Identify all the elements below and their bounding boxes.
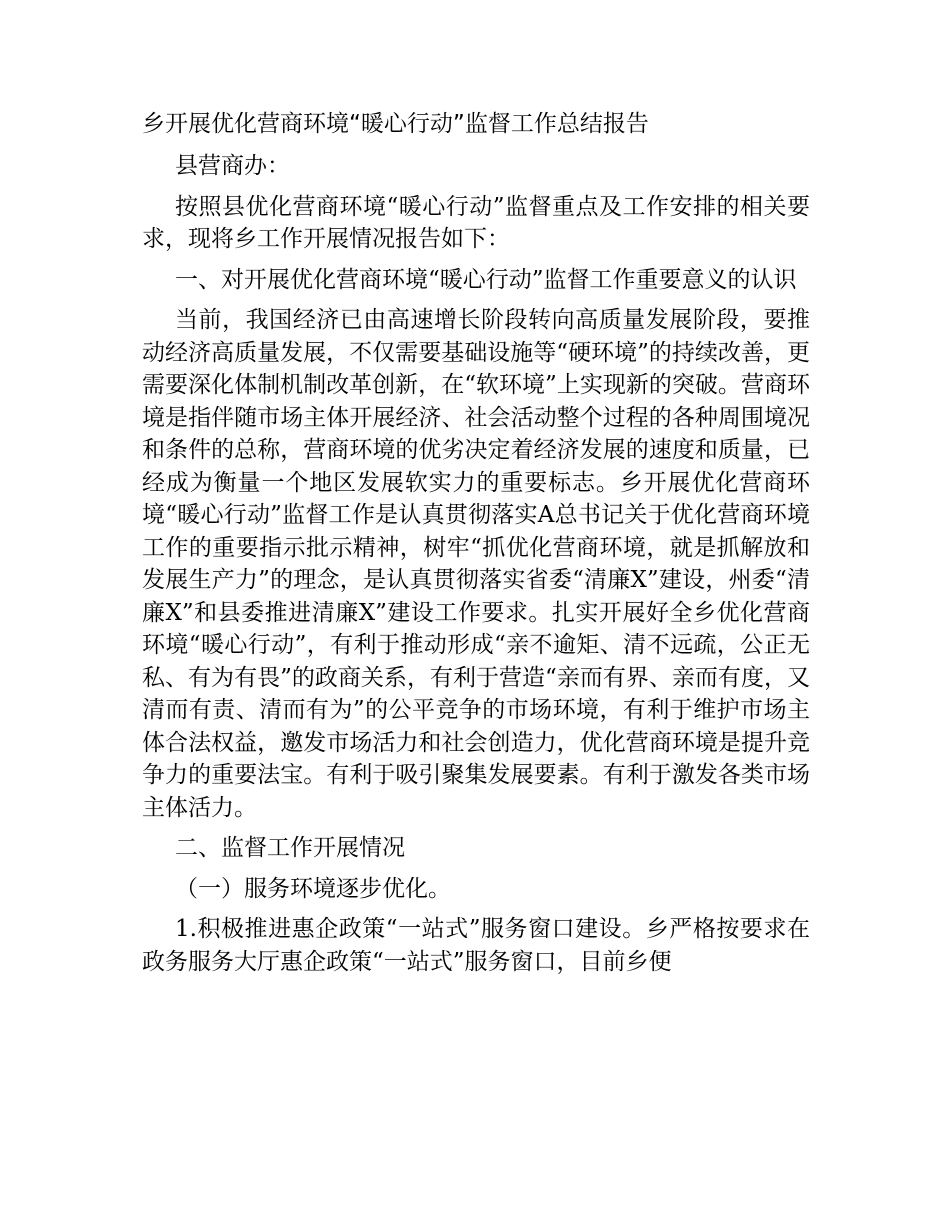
document-page: [142, 106, 810, 986]
salutation: 县营商办：: [175, 153, 290, 179]
item-paragraph-1: 1.积极推进惠企政策“一站式”服务窗口建设。乡严格按要求在政务服务大厅惠企政策“一站式”服务窗口，目前乡便: [142, 916, 810, 975]
section-heading-1: 一、对开展优化营商环境“暖心行动”监督工作重要意义的认识: [175, 266, 797, 293]
intro-paragraph: 按照县优化营商环境“暖心行动”监督重点及工作安排的相关要求，现将乡工作开展情况报告如下：: [142, 193, 810, 252]
subsection-heading-1: （一）服务环境逐步优化。: [175, 875, 451, 902]
body-paragraph: 当前，我国经济已由高速增长阶段转向高质量发展阶段，要推动经济高质量发展，不仅需要基础设施等“硬环境”的持续改善，更需要深化体制机制改革创新，在“软环境”上实现新的突破。营商环境是指伴随市场主体开展经济、社会活动整个过程的各种周围境况和条件的总称，营商环境的优劣决定着经济发展的速度和质量，已经成为衡量一个地区发展软实力的重要标志。乡开展优化营商环境“暖心行动”监督工作是认真贯彻落实A总书记关于优化营商环境工作的重要指示批示精神，树牢“抓优化营商环境，就是抓解放和发展生产力”的理念，是认真贯彻落实省委“清廉X”建设，州委“清廉X”和县委推进清廉X”建设工作要求。扎实开展好全乡优化营商环境“暖心行动”，有利于推动形成“亲不逾矩、清不远疏，公正无私、有为有畏”的政商关系，有利于营造“亲而有界、亲而有度，又清而有责、清而有为”的公平竞争的市场环境，有利于维护市场主体合法权益，邀发市场活力和社会创造力，优化营商环境是提升竞争力的重要法宝。有利于吸引聚集发展要素。有利于激发各类市场主体活力。: [142, 307, 810, 821]
section-heading-2: 二、监督工作开展情况: [175, 835, 405, 861]
document-title: 乡开展优化营商环境“暖心行动”监督工作总结报告: [142, 111, 649, 137]
